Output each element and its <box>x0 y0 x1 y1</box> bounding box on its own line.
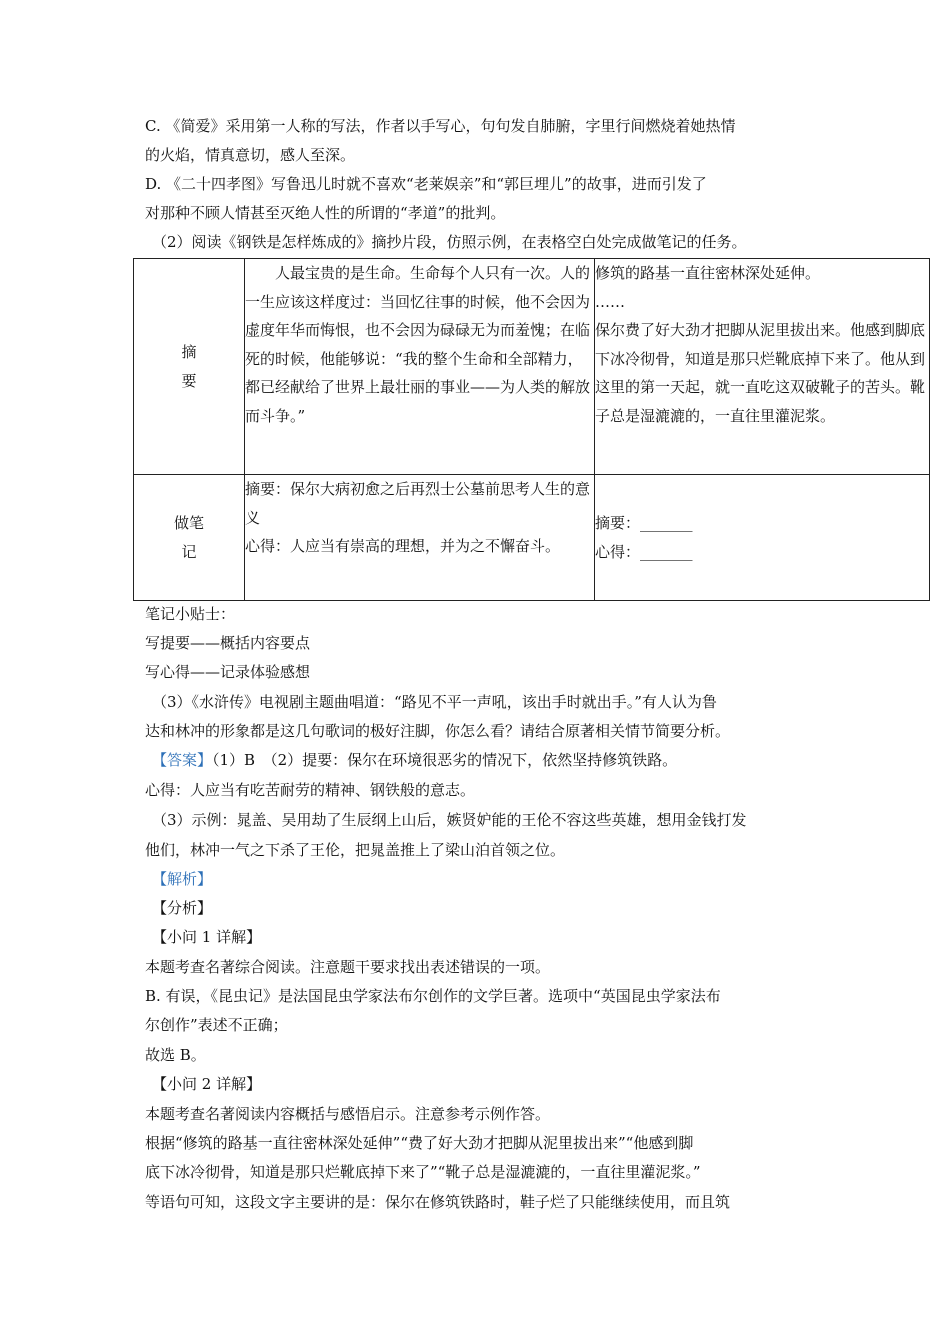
analysis-tag: 【解析】 <box>152 870 213 888</box>
option-c-line-2: 的火焰，情真意切，感人至深。 <box>145 146 356 164</box>
tips-heading: 笔记小贴士： <box>145 605 236 623</box>
note-2-insight-blank[interactable]: 心得：_______ <box>595 542 693 561</box>
note-1-summary: 摘要：保尔大病初愈之后再烈士公墓前思考人生的意义 <box>245 480 591 527</box>
analysis-line: 根据“修筑的路基一直往密林深处延伸”“费了好大劲才把脚从泥里拔出来”“他感到脚 <box>145 1134 694 1152</box>
label-char: 要 <box>181 371 197 390</box>
answer-line-4: 他们，林冲一气之下杀了王伦，把晁盖推上了梁山泊首领之位。 <box>145 841 566 859</box>
note-1-insight: 心得：人应当有崇高的理想，并为之不懈奋斗。 <box>245 537 561 555</box>
option-d-line-1: D. 《二十四孝图》写鲁迅儿时就不喜欢“老莱娱亲”和“郭巨埋儿”的故事，进而引发了 <box>145 175 707 193</box>
label-char: 做笔 <box>173 513 204 532</box>
option-c-line-1: C. 《简爱》采用第一人称的写法，作者以手写心，句句发自肺腑，字里行间燃烧着她热情 <box>145 117 736 135</box>
analysis-line: 底下冰冷彻骨，知道是那只烂靴底掉下来了”“靴子总是湿漉漉的，一直往里灌泥浆。” <box>145 1163 701 1181</box>
analysis-line: 故选 B。 <box>145 1046 206 1064</box>
question-3-line-1: （3）《水浒传》电视剧主题曲唱道：“路见不平一声吼，该出手时就出手。”有人认为鲁 <box>152 693 717 711</box>
note-2-summary-blank[interactable]: 摘要：_______ <box>595 514 693 532</box>
answer-text: （1）B （2）提要：保尔在环境很恶劣的情况下，依然坚持修筑铁路。 <box>212 751 678 769</box>
answer-line-2: 心得：人应当有吃苦耐劳的精神、钢铁般的意志。 <box>145 781 476 799</box>
analysis-heading: 【分析】 <box>152 899 213 917</box>
option-d-line-2: 对那种不顾人情甚至灭绝人性的所谓的“孝道”的批判。 <box>145 204 506 222</box>
excerpt-cell-1 <box>245 259 595 475</box>
excerpt-2-line-3: 保尔费了好大劲才把脚从泥里拔出来。他感到脚底下冰冷彻骨，知道是那只烂靴底掉下来了。他从到这里的第一天起，就一直吃这双破靴子的苦头。靴子总是湿漉漉的，一直往里灌泥浆。 <box>595 321 926 425</box>
note-taking-table <box>133 258 930 601</box>
analysis-line: 本题考查名著阅读内容概括与感悟启示。注意参考示例作答。 <box>145 1105 551 1123</box>
analysis-line: 等语句可知，这段文字主要讲的是：保尔在修筑铁路时，鞋子烂了只能继续使用，而且筑 <box>145 1193 731 1211</box>
analysis-line: B. 有误，《昆虫记》是法国昆虫学家法布尔创作的文学巨著。选项中“英国昆虫学家法布 <box>145 987 721 1005</box>
table-row-excerpt <box>134 259 930 475</box>
subquestion-2-heading: 【小问 2 详解】 <box>152 1075 262 1093</box>
analysis-line: 本题考查名著综合阅读。注意题干要求找出表述错误的一项。 <box>145 958 551 976</box>
excerpt-cell-2 <box>595 259 930 475</box>
tip-insight: 写心得——记录体验感想 <box>145 663 311 681</box>
row-label-excerpt <box>134 259 245 475</box>
answer-tag: 【答案】 <box>152 751 213 769</box>
excerpt-2-ellipsis: …… <box>595 292 625 311</box>
table-row-notes <box>134 475 930 601</box>
excerpt-1-text: 人最宝贵的是生命。生命每个人只有一次。人的一生应该这样度过：当回忆往事的时候，他不会因为虚度年华而悔恨，也不会因为碌碌无为而羞愧；在临死的时候，他能够说：“我的整个生命和全部精力，都已经献给了世界上最壮丽的事业——为人类的解放而斗争。” <box>245 264 591 425</box>
row-label-notes <box>134 475 245 601</box>
excerpt-2-line-1: 修筑的路基一直往密林深处延伸。 <box>595 264 821 282</box>
answer-line-1 <box>152 750 677 770</box>
question-3-line-2: 达和林冲的形象都是这几句歌词的极好注脚，你怎么看？请结合原著相关情节简要分析。 <box>145 722 731 740</box>
answer-line-3: （3）示例：晁盖、吴用劫了生辰纲上山后，嫉贤妒能的王伦不容这些英雄，想用金钱打发 <box>152 811 747 829</box>
tip-summary: 写提要——概括内容要点 <box>145 634 311 652</box>
question-2-prompt: （2）阅读《钢铁是怎样炼成的》摘抄片段，仿照示例，在表格空白处完成做笔记的任务。 <box>152 233 747 251</box>
label-char: 记 <box>181 542 197 561</box>
note-cell-1 <box>245 475 595 601</box>
note-cell-2 <box>595 475 930 601</box>
label-char: 摘 <box>181 342 197 361</box>
analysis-line: 尔创作”表述不正确； <box>145 1016 288 1034</box>
subquestion-1-heading: 【小问 1 详解】 <box>152 928 262 946</box>
